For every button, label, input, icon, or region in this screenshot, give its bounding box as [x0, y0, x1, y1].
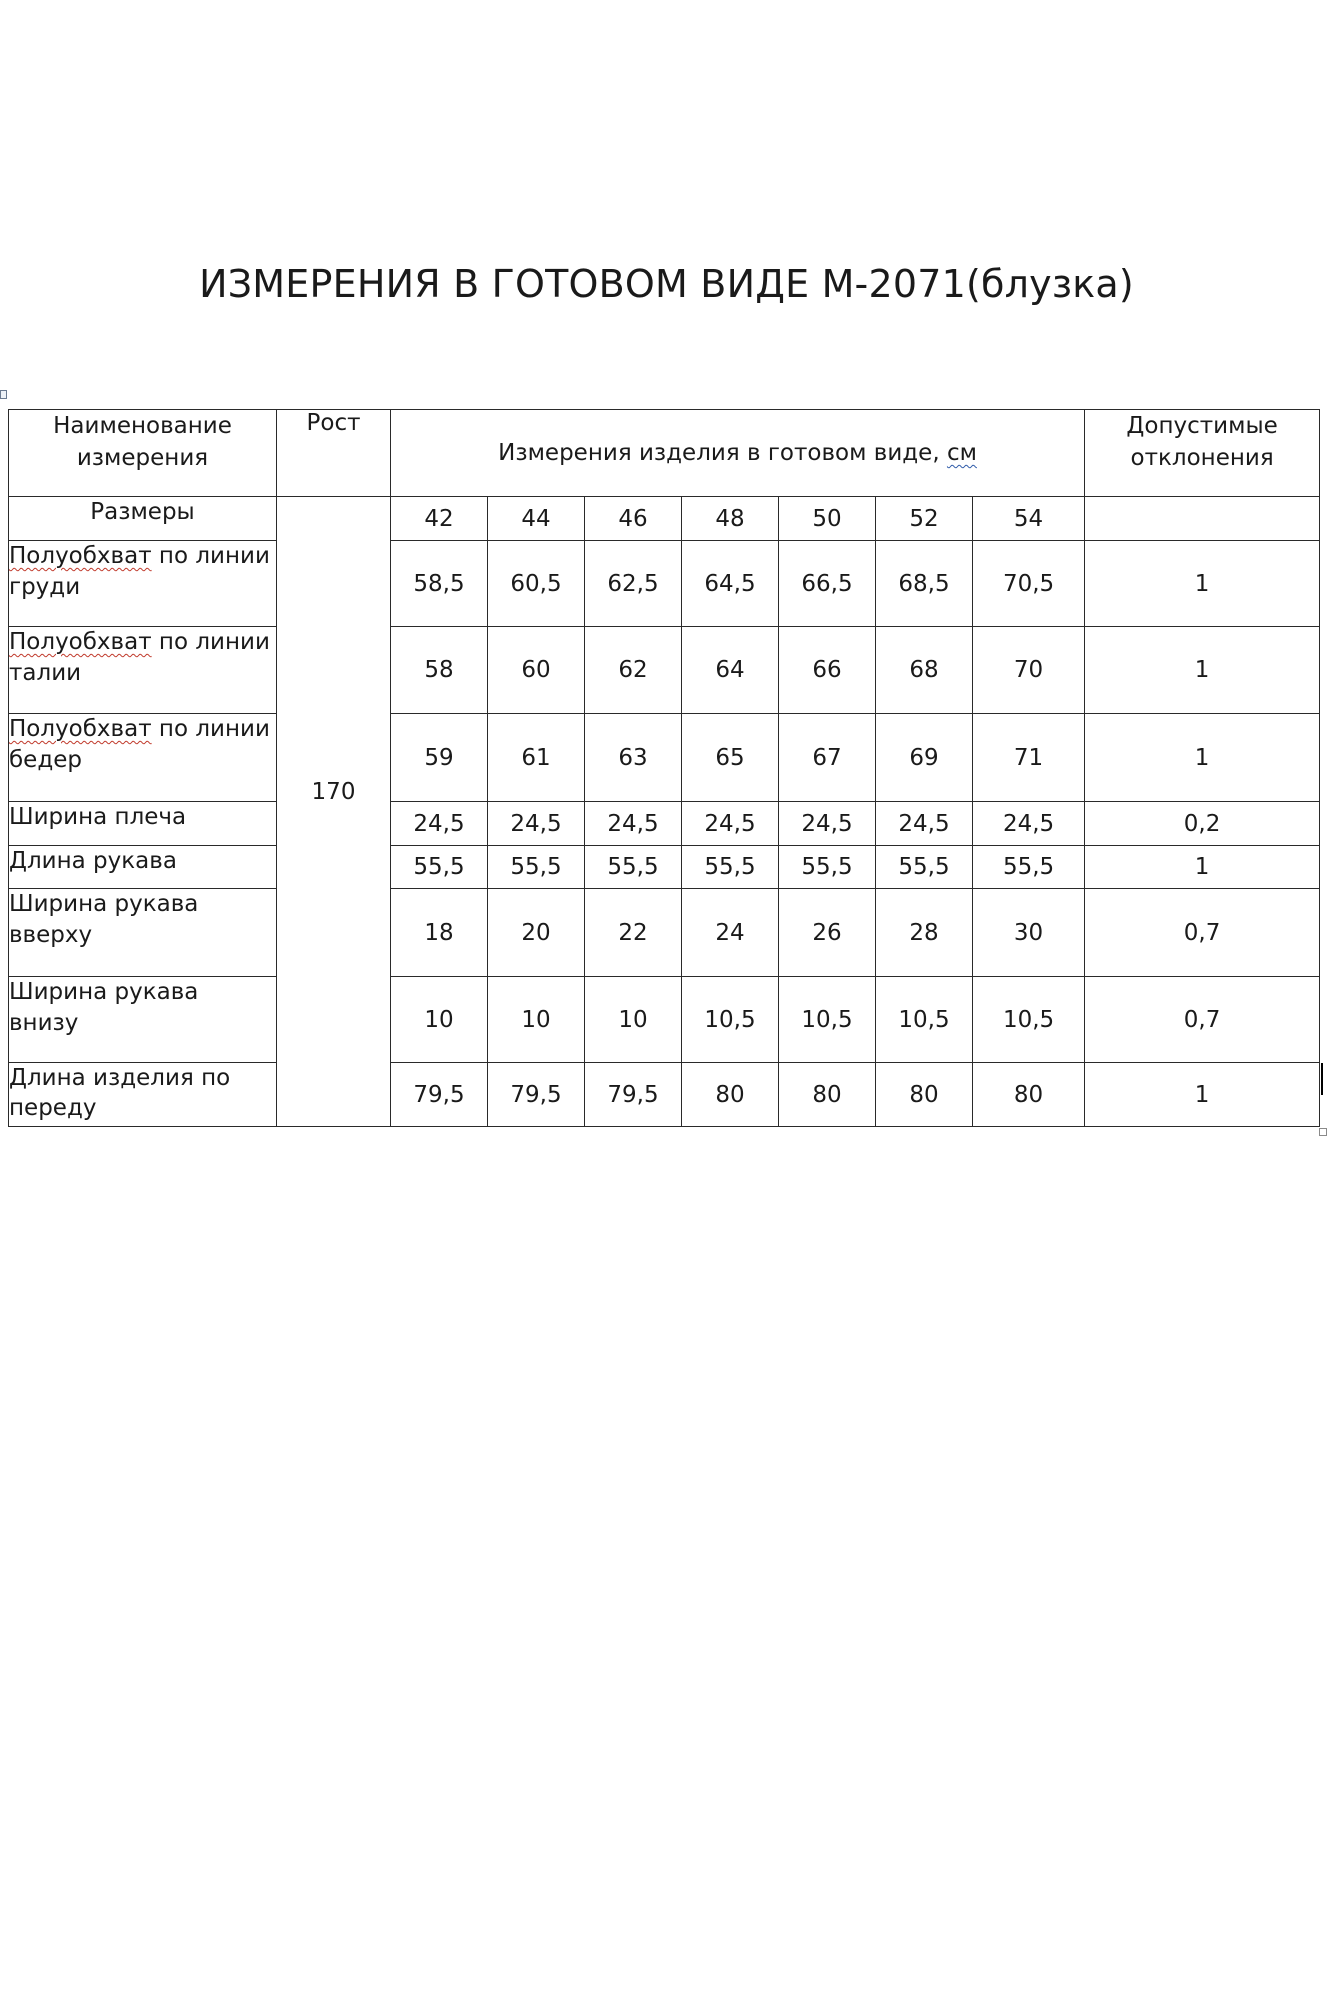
- value-cell: 55,5: [585, 846, 682, 889]
- tolerance-cell: 1: [1085, 541, 1320, 627]
- row-name-cell: [9, 541, 277, 627]
- row-name-cell: [9, 889, 277, 977]
- value-cell: 61: [488, 714, 585, 802]
- row-name-cell: [9, 1063, 277, 1127]
- page-title: ИЗМЕРЕНИЯ В ГОТОВОМ ВИДЕ М-2071(блузка): [199, 262, 1134, 306]
- header-tolerance-cell: [1085, 410, 1320, 497]
- value-cell: 10,5: [876, 977, 973, 1063]
- value-cell: 10: [585, 977, 682, 1063]
- size-cell: 44: [488, 497, 585, 541]
- tolerance-cell: 0,7: [1085, 977, 1320, 1063]
- header-measurements-label: Измерения изделия в готовом виде,: [498, 440, 947, 466]
- row-name-line2: груди: [9, 574, 81, 600]
- table-resize-handle[interactable]: [1319, 1128, 1327, 1136]
- value-cell: 62,5: [585, 541, 682, 627]
- table-row: [9, 541, 1320, 627]
- tolerance-cell: 0,2: [1085, 802, 1320, 846]
- value-cell: 79,5: [391, 1063, 488, 1127]
- value-cell: 10,5: [973, 977, 1085, 1063]
- value-cell: 64: [682, 627, 779, 714]
- header-name-line2: измерения: [76, 445, 209, 471]
- value-cell: 55,5: [682, 846, 779, 889]
- header-tolerance-line1: Допустимые: [1126, 413, 1278, 439]
- header-tolerance-line2: отклонения: [1130, 445, 1274, 471]
- row-name-line2: переду: [9, 1095, 97, 1121]
- row-name-cell: [9, 714, 277, 802]
- value-cell: 24,5: [876, 802, 973, 846]
- tolerance-cell: 1: [1085, 1063, 1320, 1127]
- value-cell: 55,5: [779, 846, 876, 889]
- value-cell: 58,5: [391, 541, 488, 627]
- value-cell: 22: [585, 889, 682, 977]
- value-cell: 24,5: [585, 802, 682, 846]
- value-cell: 55,5: [391, 846, 488, 889]
- table-row: [9, 802, 1320, 846]
- value-cell: 28: [876, 889, 973, 977]
- row-name-cell: [9, 802, 277, 846]
- value-cell: 79,5: [585, 1063, 682, 1127]
- value-cell: 59: [391, 714, 488, 802]
- table-row: [9, 977, 1320, 1063]
- value-cell: 10: [488, 977, 585, 1063]
- size-cell: 42: [391, 497, 488, 541]
- row-name-cell: [9, 846, 277, 889]
- value-cell: 20: [488, 889, 585, 977]
- table-move-handle[interactable]: [0, 390, 7, 399]
- value-cell: 55,5: [488, 846, 585, 889]
- row-name-first-word: Полуобхват: [9, 716, 152, 742]
- row-name-rest: по линии: [151, 629, 270, 655]
- value-cell: 10,5: [682, 977, 779, 1063]
- value-cell: 65: [682, 714, 779, 802]
- value-cell: 24,5: [973, 802, 1085, 846]
- header-measurements-cell: [391, 410, 1085, 497]
- value-cell: 60,5: [488, 541, 585, 627]
- value-cell: 69: [876, 714, 973, 802]
- row-name-rest: по линии: [151, 543, 270, 569]
- value-cell: 67: [779, 714, 876, 802]
- sizes-tolerance-empty-cell: [1085, 497, 1320, 541]
- tolerance-cell: 0,7: [1085, 889, 1320, 977]
- tolerance-cell: 1: [1085, 846, 1320, 889]
- value-cell: 80: [973, 1063, 1085, 1127]
- row-name-cell: [9, 627, 277, 714]
- tolerance-cell: 1: [1085, 627, 1320, 714]
- value-cell: 24,5: [391, 802, 488, 846]
- value-cell: 80: [682, 1063, 779, 1127]
- header-name-line1: Наименование: [53, 413, 232, 439]
- table-row: [9, 846, 1320, 889]
- value-cell: 63: [585, 714, 682, 802]
- height-value: 170: [311, 778, 356, 805]
- header-measurements-unit: см: [946, 440, 977, 466]
- value-cell: 26: [779, 889, 876, 977]
- value-cell: 68,5: [876, 541, 973, 627]
- value-cell: 24,5: [682, 802, 779, 846]
- row-name-line1: Ширина рукава: [9, 979, 199, 1005]
- value-cell: 64,5: [682, 541, 779, 627]
- text-cursor: [1321, 1063, 1323, 1095]
- table-row: [9, 889, 1320, 977]
- size-cell: 46: [585, 497, 682, 541]
- value-cell: 70,5: [973, 541, 1085, 627]
- size-cell: 48: [682, 497, 779, 541]
- value-cell: 79,5: [488, 1063, 585, 1127]
- sizes-label-cell: [9, 497, 277, 541]
- size-cell: 54: [973, 497, 1085, 541]
- header-name-cell: [9, 410, 277, 497]
- value-cell: 10,5: [779, 977, 876, 1063]
- row-name-line2: вверху: [9, 922, 93, 948]
- value-cell: 66: [779, 627, 876, 714]
- header-height-label: Рост: [306, 410, 361, 436]
- value-cell: 18: [391, 889, 488, 977]
- value-cell: 71: [973, 714, 1085, 802]
- value-cell: 66,5: [779, 541, 876, 627]
- size-cell: 52: [876, 497, 973, 541]
- row-name: Ширина плеча: [9, 804, 187, 830]
- sizes-row: [9, 497, 1320, 541]
- table-row: [9, 714, 1320, 802]
- row-name-line1: Длина изделия по: [9, 1065, 231, 1091]
- table-header-row: [9, 410, 1320, 497]
- value-cell: 24: [682, 889, 779, 977]
- height-value-cell: [277, 497, 391, 1127]
- value-cell: 55,5: [973, 846, 1085, 889]
- value-cell: 58: [391, 627, 488, 714]
- row-name-rest: по линии: [151, 716, 270, 742]
- row-name-line1: Ширина рукава: [9, 891, 199, 917]
- value-cell: 30: [973, 889, 1085, 977]
- value-cell: 10: [391, 977, 488, 1063]
- value-cell: 80: [876, 1063, 973, 1127]
- value-cell: 24,5: [779, 802, 876, 846]
- row-name-line2: внизу: [9, 1010, 79, 1036]
- value-cell: 55,5: [876, 846, 973, 889]
- sizes-label: Размеры: [90, 499, 195, 525]
- table-row: [9, 1063, 1320, 1127]
- value-cell: 80: [779, 1063, 876, 1127]
- value-cell: 62: [585, 627, 682, 714]
- value-cell: 24,5: [488, 802, 585, 846]
- row-name-line2: бедер: [9, 747, 82, 773]
- row-name-cell: [9, 977, 277, 1063]
- header-height-cell: [277, 410, 391, 497]
- value-cell: 68: [876, 627, 973, 714]
- value-cell: 60: [488, 627, 585, 714]
- size-cell: 50: [779, 497, 876, 541]
- tolerance-cell: 1: [1085, 714, 1320, 802]
- value-cell: 70: [973, 627, 1085, 714]
- row-name: Длина рукава: [9, 848, 177, 874]
- row-name-line2: талии: [9, 660, 82, 686]
- table-row: [9, 627, 1320, 714]
- row-name-first-word: Полуобхват: [9, 543, 152, 569]
- measurements-table: [8, 409, 1320, 1127]
- row-name-first-word: Полуобхват: [9, 629, 152, 655]
